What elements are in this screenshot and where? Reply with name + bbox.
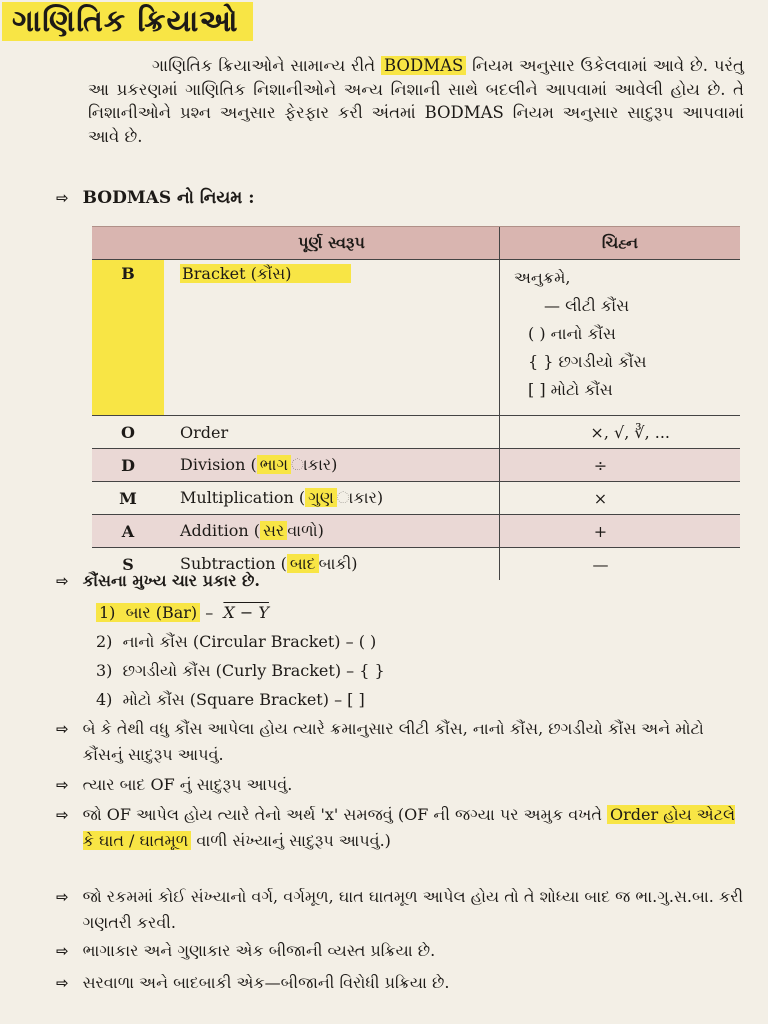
bracket-symbol-line: — લીટી કૌંસ [544,296,630,315]
list-item [96,685,385,714]
row-full-text: Addition ( [180,521,260,540]
row-full-form [164,449,500,482]
row-full-text: Multiplication ( [180,488,306,507]
row-letter: S [92,548,164,581]
bullet-text: ભાગાકાર અને ગુણાકાર એક બીજાની વ્યસ્ત પ્રક્રિયા છે. [82,941,436,960]
bullet-text: વાળી સંખ્યાનું સાદુરૂપ આપવું.) [191,831,391,850]
bullet-text: જો રકમમાં કોઈ સંખ્યાનો વર્ગ, વર્ગમૂળ, ઘાત ઘાતમૂળ આપેલ હોય તો તે શોધ્યા બાદ જ ભા.ગુ.સ.બા. કરી ગણતરી કરવી. [82,887,744,932]
row-letter: D [92,449,164,482]
bullet-of-meaning [56,802,746,854]
row-symbol: ×, √, ∛, ... [500,416,741,449]
list-item [96,627,385,656]
row-full-text: Subtraction ( [180,554,287,573]
row-full-form [164,482,500,515]
list-separator: – [340,632,359,651]
bodmas-highlight: BODMAS [381,56,466,75]
list-number: 2) [96,632,113,651]
row-full-form [164,416,500,449]
bullet-text: જો OF આપેલ હોય ત્યારે તેનો અર્થ 'x' સમજવું (OF ની જગ્યા પર અમુક વખતે [82,805,608,824]
bracket-symbol-line: ( ) નાનો કૌંસ [528,324,616,343]
bracket-types-heading [56,568,260,594]
arrow-icon: ⇨ [56,776,69,794]
table-header-row [92,227,740,260]
list-number: 1) [99,603,116,622]
header-symbol: ચિહ્ન [500,227,741,260]
list-example: { } [359,661,385,680]
row-full-text: ાકાર) [336,488,384,507]
rule-heading [56,188,254,208]
row-full-highlight: ભાગ [257,455,291,474]
row-full-text: Division ( [180,455,257,474]
bullet-text: બે કે તેથી વધુ કૌંસ આપેલા હોય ત્યારે ક્રમાનુસાર લીટી કૌંસ, નાનો કૌંસ, છગડીયો કૌંસ અને મોટો કૌંસનું સાદુરૂપ આપવું. [82,719,704,764]
bracket-symbol-line: [ ] મોટો કૌંસ [528,380,613,399]
list-separator: – [200,603,219,622]
list-item [96,598,385,627]
bracket-types-list [96,598,385,714]
row-letter: M [92,482,164,515]
row-symbol: ÷ [500,449,741,482]
arrow-icon: ⇨ [56,720,69,738]
list-separator: – [341,661,360,680]
row-full-text: બાકી) [318,554,358,573]
row-letter: O [92,416,164,449]
bodmas-table [92,226,740,580]
full-bracket [164,260,500,416]
bullet-text: ત્યાર બાદ OF નું સાદુરૂપ આપવું. [82,775,293,794]
row-full-highlight: ગુણ [305,488,337,507]
arrow-icon: ⇨ [56,806,69,824]
row-symbol: + [500,515,741,548]
list-item [96,656,385,685]
list-label: બાર (Bar) [125,603,198,622]
bullet-powers-first [56,884,746,936]
row-full-text: Order [180,422,229,442]
table-row [92,416,740,449]
list-number: 3) [96,661,113,680]
header-full-form: પૂર્ણ સ્વરૂપ [164,227,500,260]
arrow-icon: ⇨ [56,888,69,906]
bullet-highlight: Order હોય એટલે કે ઘાત / ઘાતમૂળ [82,805,736,850]
list-example: ( ) [358,632,377,651]
row-symbol: × [500,482,741,515]
table-row [92,482,740,515]
list-separator: – [328,690,348,709]
table-row [92,449,740,482]
bracket-label: Bracket (કૌંસ) [180,264,351,283]
row-full-highlight: બાદ [287,554,319,573]
list-example: [ ] [347,690,365,709]
rule-heading-text: BODMAS નો નિયમ : [82,188,255,208]
arrow-icon: ⇨ [56,942,69,960]
intro-paragraph [88,54,744,148]
arrow-icon: ⇨ [56,572,69,590]
list-label: છગડીયો કૌંસ (Curly Bracket) [122,661,342,680]
table-row [92,515,740,548]
letter-b: B [92,260,164,416]
table-row-bracket [92,260,740,416]
bullet-of-simplify [56,772,746,798]
row-full-form [164,515,500,548]
list-item-highlight [96,603,200,622]
bracket-symbol-line: { } છગડીયો કૌંસ [528,352,647,371]
bracket-symbols [500,260,741,416]
arrow-icon: ⇨ [56,974,69,992]
row-letter: A [92,515,164,548]
row-full-highlight: સર [260,521,287,540]
page-title: ગાણિતિક ક્રિયાઓ [2,2,253,41]
arrow-icon: ⇨ [56,189,69,207]
intro-text-post: નિયમ અનુસાર ઉકેલવામાં આવે છે. પરંતુ આ પ્રકરણમાં ગાણિતિક નિશાનીઓને અન્ય નિશાની સાથે બદલીને આપવામાં આવેલી હોય છે. તે નિશાનીઓને પ્રશ્ન અનુસાર ફેરફાર કરી અંતમાં BODMAS નિયમ અનુસાર સાદુરૂપ આપવામાં આવે છે. [88,56,744,146]
row-full-text: વાળો) [287,521,324,540]
row-full-text: ાકાર) [291,455,338,474]
list-example: X − Y [223,603,269,622]
header-letter-cell [92,227,164,260]
bullet-addition-subtraction [56,970,746,996]
list-number: 4) [96,690,113,709]
bracket-types-heading-text: કૌંસના મુખ્ય ચાર પ્રકાર છે. [82,571,260,590]
bracket-symbol-line: અનુક્રમે, [514,268,571,287]
bullet-text: સરવાળા અને બાદબાકી એક—બીજાની વિરોધી પ્રક્રિયા છે. [82,973,450,992]
bullet-division-multiplication [56,938,746,964]
bullet-order-of-brackets [56,716,746,768]
list-label: નાનો કૌંસ (Circular Bracket) [122,632,341,651]
row-symbol: — [500,548,741,581]
list-label: મોટો કૌંસ (Square Bracket) [122,690,329,709]
intro-text-pre: ગાણિતિક ક્રિયાઓને સામાન્ય રીતે [152,56,381,75]
